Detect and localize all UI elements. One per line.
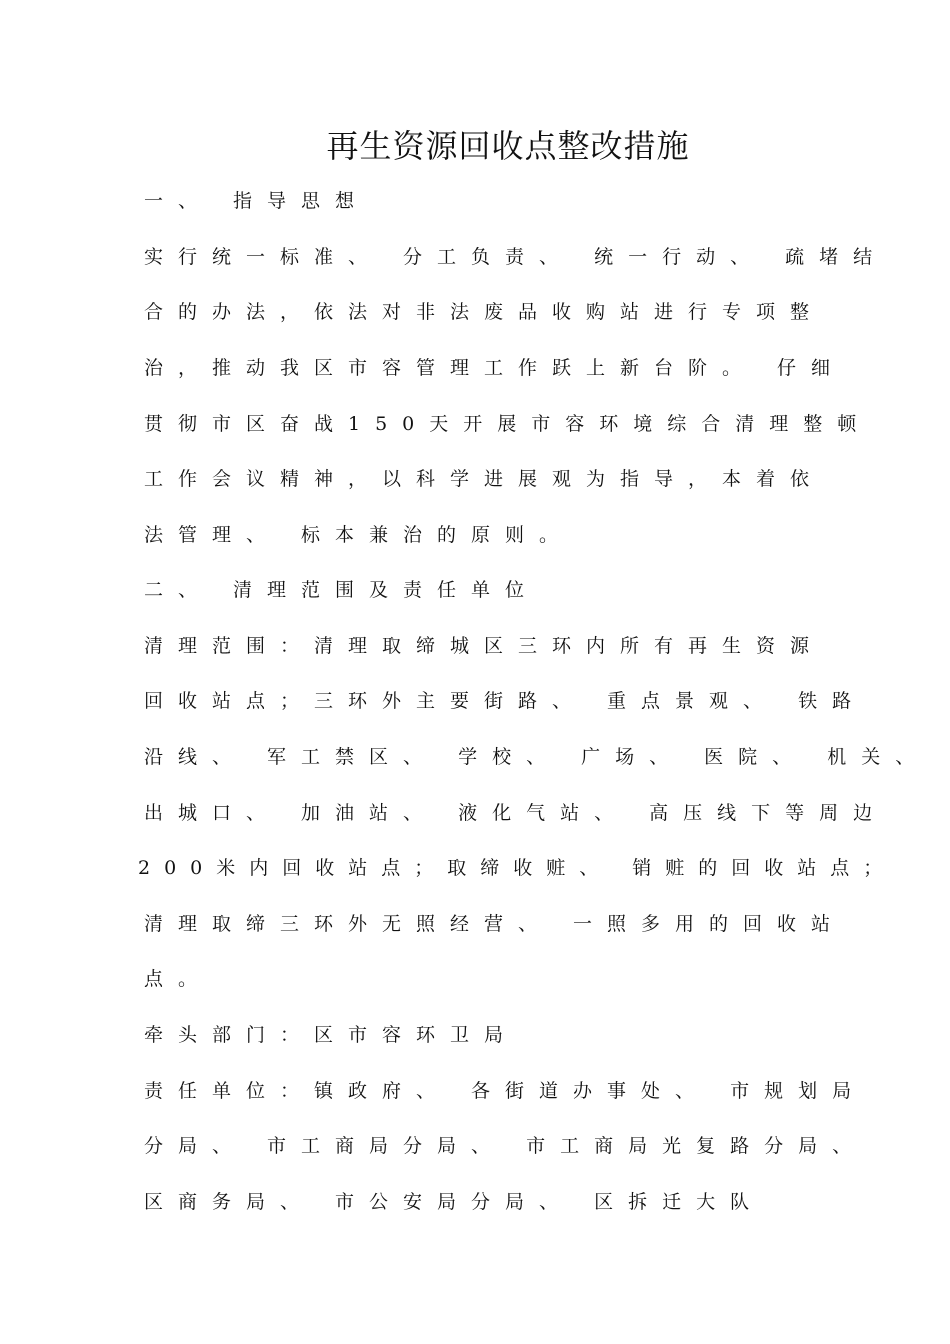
paragraph-line: 出城口、 加油站、 液化气站、 高压线下等周边	[144, 802, 888, 824]
section-heading-2: 二、 清理范围及责任单位	[144, 579, 540, 601]
paragraph-line: 贯彻市区奋战150天开展市容环境综合清理整顿	[144, 413, 872, 435]
paragraph-line: 合的办法，依法对非法废品收购站进行专项整	[144, 301, 825, 323]
paragraph-line: 治，推动我区市容管理工作跃上新台阶。 仔细	[144, 357, 846, 379]
paragraph-line: 清理范围：清理取缔城区三环内所有再生资源	[144, 635, 825, 657]
paragraph-line: 200米内回收站点；取缔收赃、 销赃的回收站点；	[138, 857, 897, 879]
paragraph-line: 沿线、 军工禁区、 学校、 广场、 医院、 机关、	[144, 746, 930, 768]
paragraph-line: 清理取缔三环外无照经营、 一照多用的回收站	[144, 913, 846, 935]
document-title: 再生资源回收点整改措施	[326, 127, 690, 165]
paragraph-line: 点。	[144, 968, 213, 990]
paragraph-line: 工作会议精神，以科学进展观为指导，本着依	[144, 468, 825, 490]
responsible-units-line: 责任单位：镇政府、 各街道办事处、 市规划局	[144, 1080, 867, 1102]
paragraph-line: 法管理、 标本兼治的原则。	[144, 524, 574, 546]
responsible-units-line: 分局、 市工商局分局、 市工商局光复路分局、	[144, 1135, 867, 1157]
paragraph-line: 实行统一标准、 分工负责、 统一行动、 疏堵结	[144, 246, 888, 268]
section-heading-1: 一、 指导思想	[144, 190, 370, 212]
responsible-units-line: 区商务局、 市公安局分局、 区拆迁大队	[144, 1191, 765, 1213]
paragraph-line: 回收站点；三环外主要街路、 重点景观、 铁路	[144, 690, 867, 712]
lead-department-line: 牵头部门：区市容环卫局	[144, 1024, 519, 1046]
